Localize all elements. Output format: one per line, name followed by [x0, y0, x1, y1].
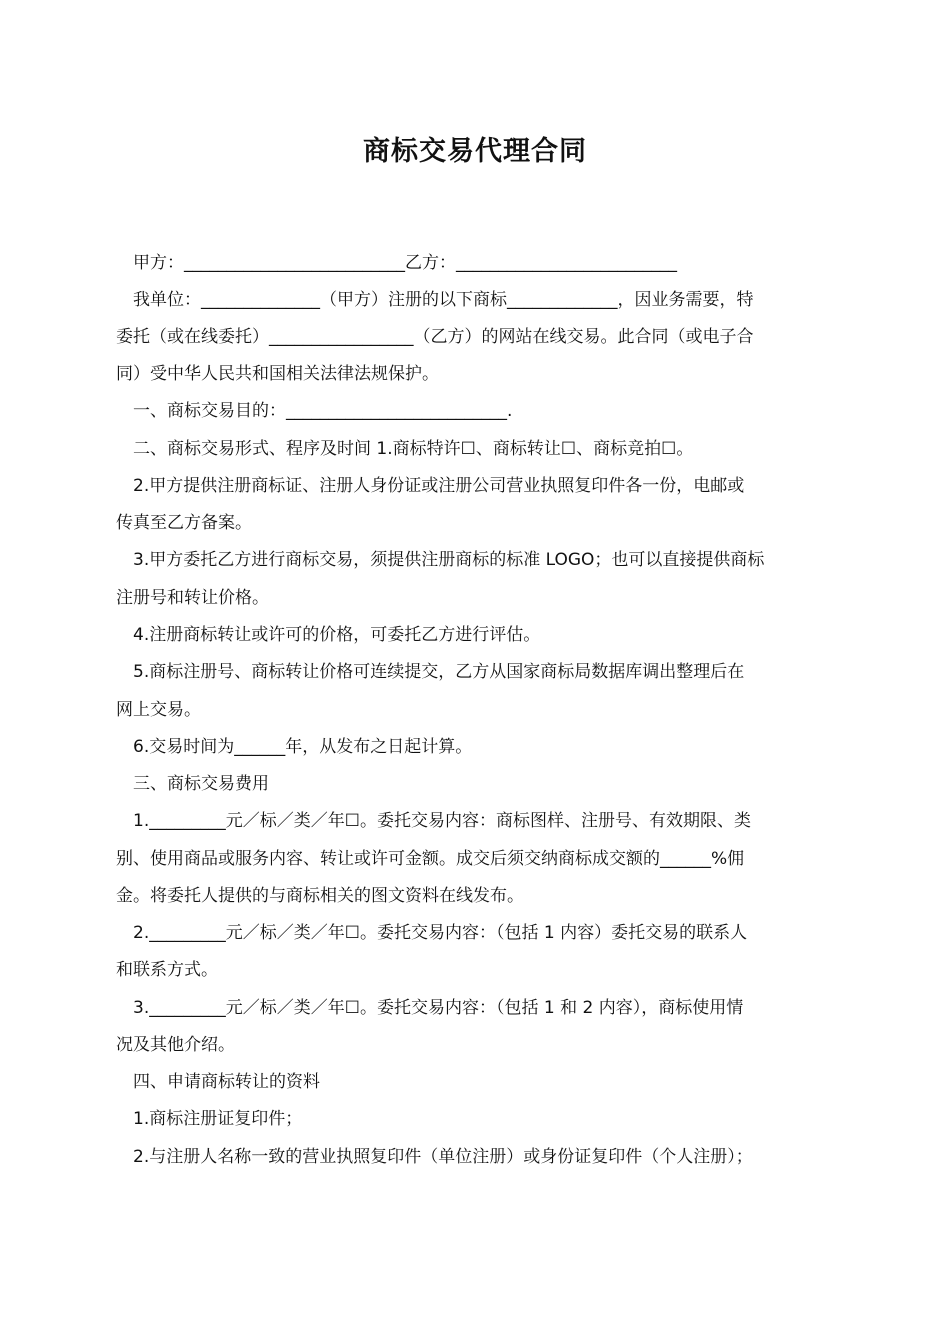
- text-line: 传真至乙方备案。: [116, 513, 252, 533]
- text-line: 网上交易。: [116, 700, 201, 720]
- text-line: 一、商标交易目的：__________________________.: [116, 401, 513, 421]
- text-line: 6.交易时间为______年，从发布之日起计算。: [116, 737, 473, 757]
- text-line: 3.甲方委托乙方进行商标交易，须提供注册商标的标准 LOGO；也可以直接提供商标: [116, 550, 765, 570]
- text-line: 注册号和转让价格。: [116, 588, 269, 608]
- text-line: 和联系方式。: [116, 960, 218, 980]
- document-title: 商标交易代理合同: [363, 136, 587, 167]
- text-line: 4.注册商标转让或许可的价格，可委托乙方进行评估。: [116, 625, 541, 645]
- text-line: 5.商标注册号、商标转让价格可连续提交，乙方从国家商标局数据库调出整理后在: [116, 662, 745, 682]
- text-line: 我单位：______________（甲方）注册的以下商标_____________，因业务需要，特: [116, 290, 754, 310]
- text-line: 三、商标交易费用: [116, 774, 269, 794]
- text-line: 3._________元／标／类／年☐。委托交易内容：（包括 1 和 2 内容），商标使用情: [116, 998, 744, 1018]
- text-line: 况及其他介绍。: [116, 1035, 235, 1055]
- text-line: 二、商标交易形式、程序及时间 1.商标特许☐、商标转让☐、商标竞拍☐。: [116, 439, 694, 459]
- text-line: 2.与注册人名称一致的营业执照复印件（单位注册）或身份证复印件（个人注册）；: [116, 1147, 753, 1167]
- text-line: 2.甲方提供注册商标证、注册人身份证或注册公司营业执照复印件各一份，电邮或: [116, 476, 745, 496]
- text-line: 甲方：__________________________乙方：__________________________: [116, 253, 677, 273]
- text-line: 2._________元／标／类／年☐。委托交易内容：（包括 1 内容）委托交易的联系人: [116, 923, 748, 943]
- text-line: 委托（或在线委托）_________________（乙方）的网站在线交易。此合同（或电子合: [116, 327, 754, 347]
- text-line: 1._________元／标／类／年☐。委托交易内容：商标图样、注册号、有效期限、类: [116, 811, 751, 831]
- text-line: 四、申请商标转让的资料: [116, 1072, 320, 1092]
- text-line: 别、使用商品或服务内容、转让或许可金额。成交后须交纳商标成交额的______%佣: [116, 849, 745, 869]
- text-line: 1.商标注册证复印件；: [116, 1109, 303, 1129]
- text-line: 同）受中华人民共和国相关法律法规保护。: [116, 364, 439, 384]
- text-line: 金。将委托人提供的与商标相关的图文资料在线发布。: [116, 886, 524, 906]
